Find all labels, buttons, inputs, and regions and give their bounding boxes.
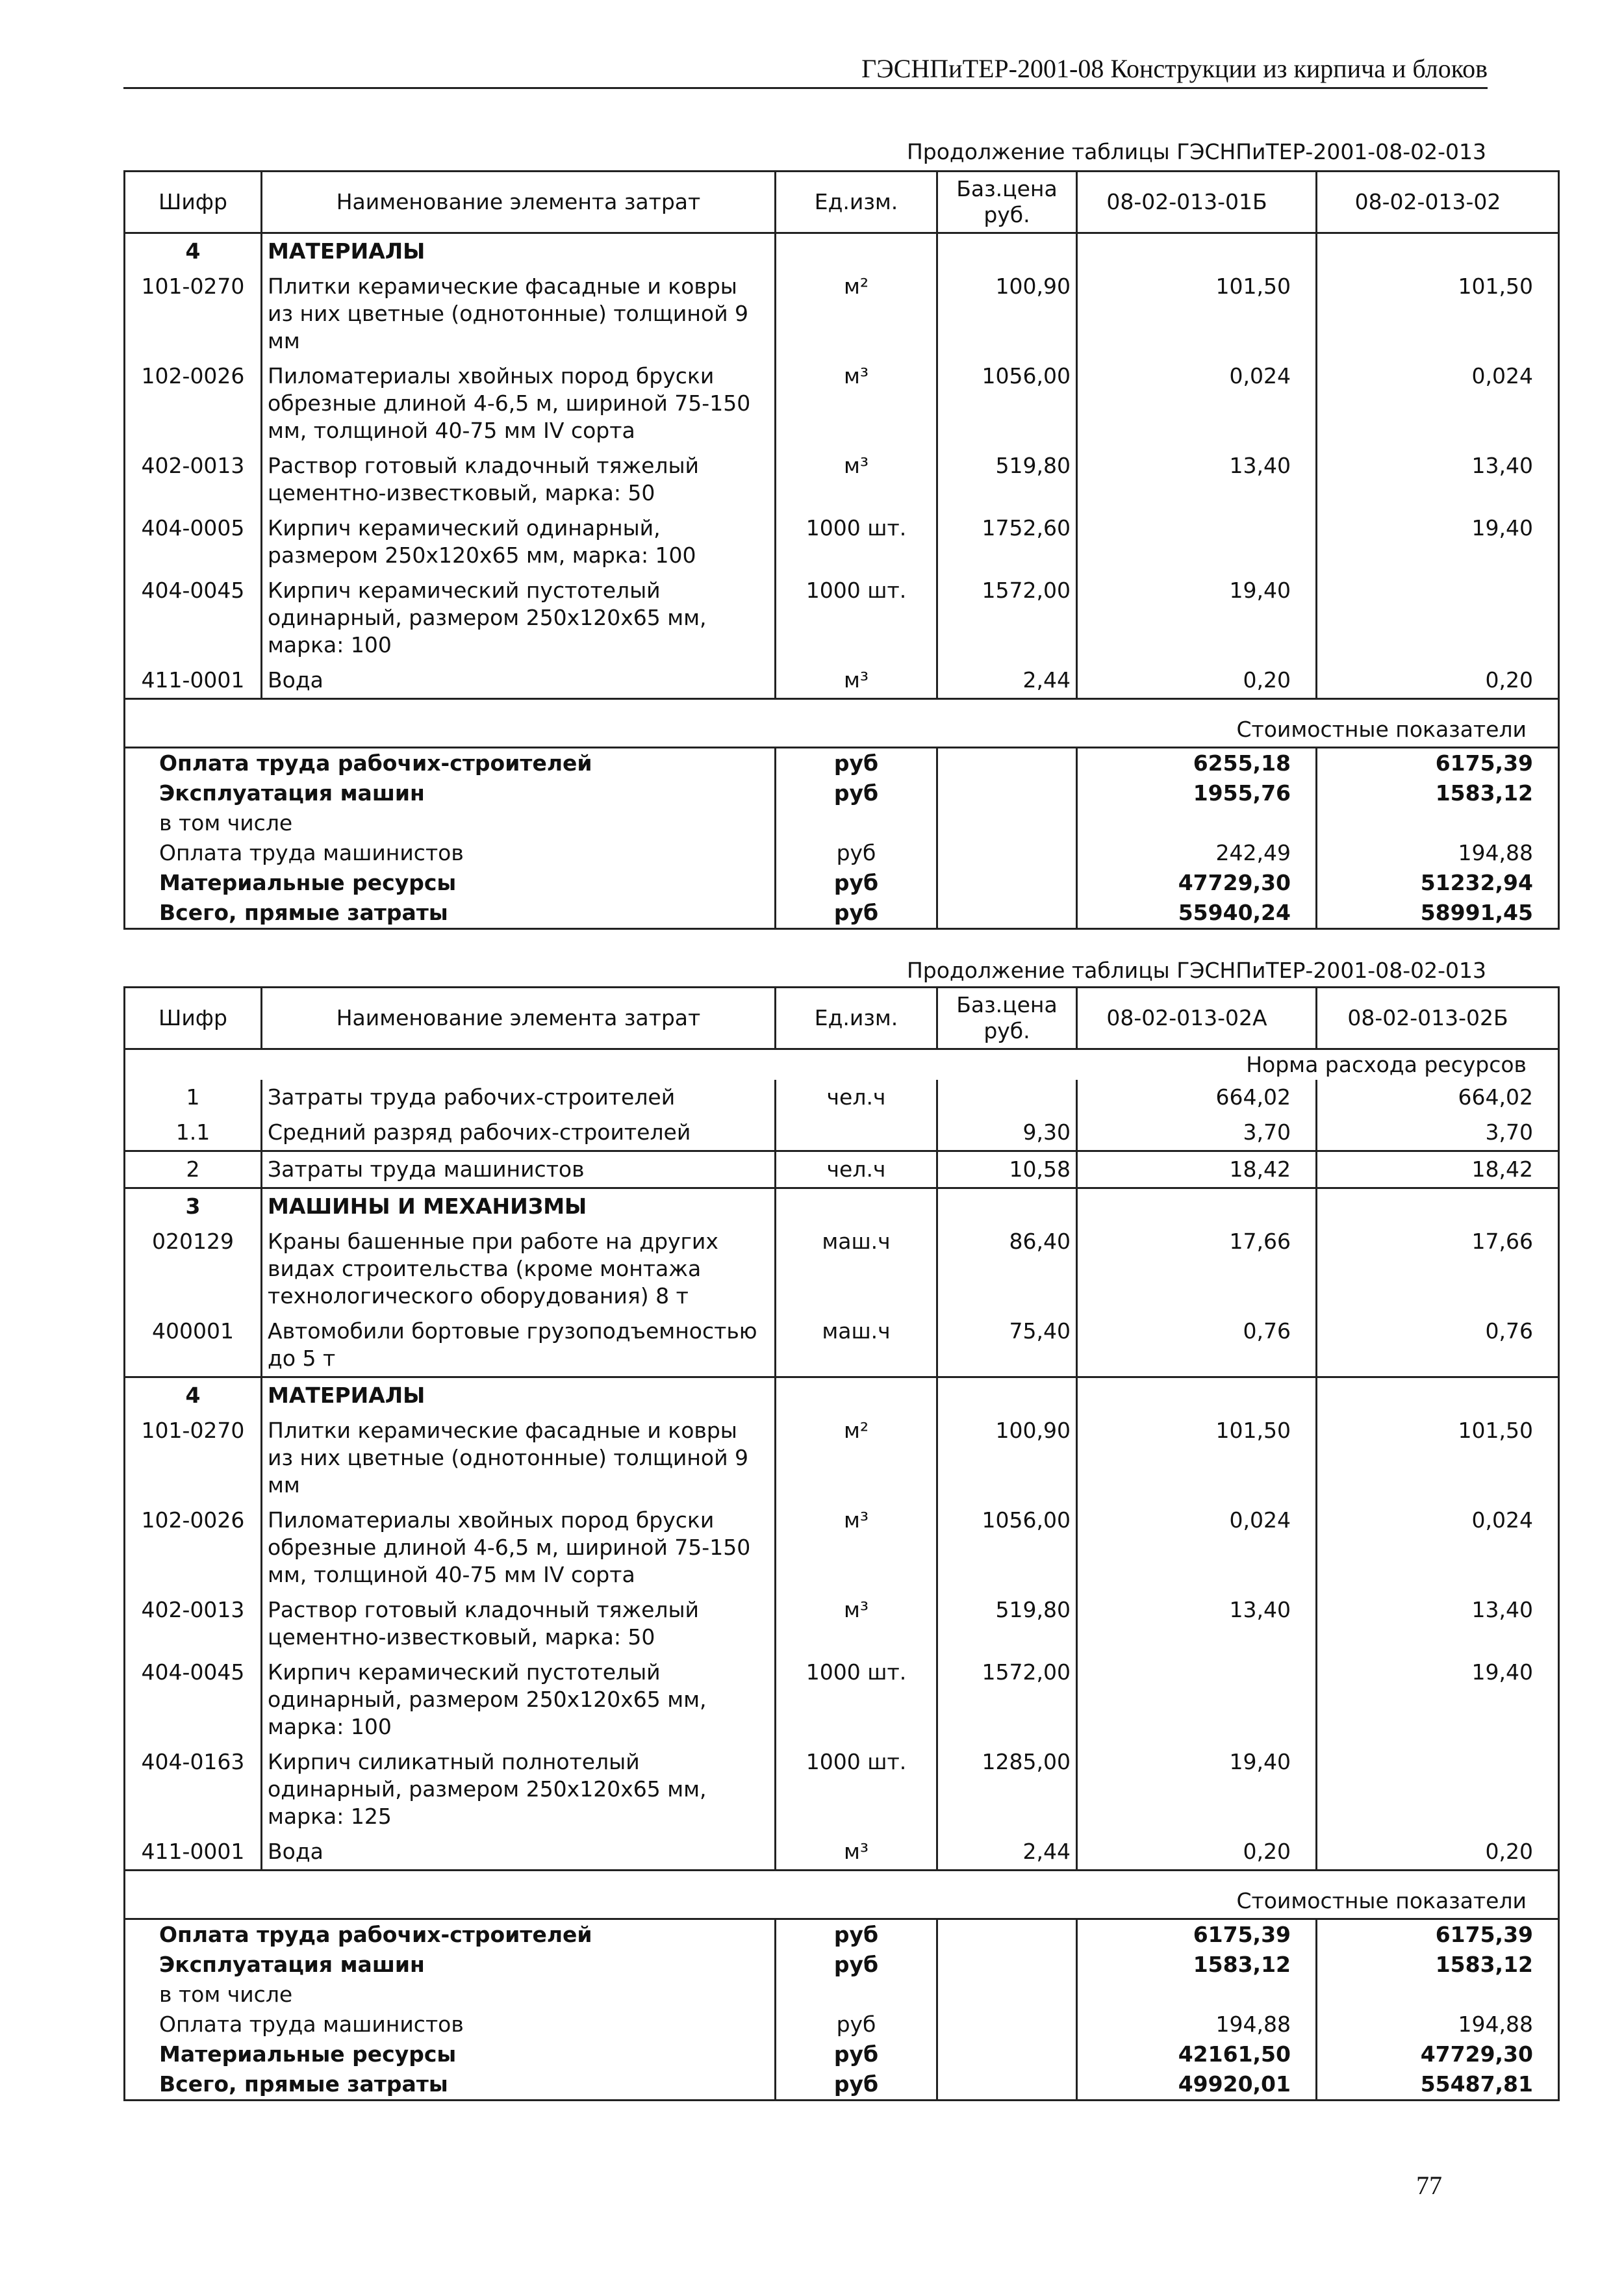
summary-row bbox=[125, 808, 1559, 838]
summary-row bbox=[125, 778, 1559, 808]
summary-unit bbox=[776, 1980, 937, 2010]
table-row bbox=[125, 448, 1559, 511]
cell-variant2 bbox=[1317, 233, 1559, 270]
cell-base-price: 2,44 bbox=[937, 663, 1077, 699]
cell-variant2: 19,40 bbox=[1317, 1655, 1559, 1744]
table-row bbox=[125, 359, 1559, 448]
table-row bbox=[125, 573, 1559, 663]
cell-variant1: 19,40 bbox=[1077, 573, 1317, 663]
summary-variant2: 1583,12 bbox=[1317, 778, 1559, 808]
cell-name: Кирпич керамический пустотелый одинарный, размером 250x120x65 мм, марка: 100 bbox=[262, 573, 776, 663]
col-variant2-header: 08-02-013-02 bbox=[1317, 172, 1559, 233]
cell-unit bbox=[776, 233, 937, 270]
cell-name: Кирпич керамический одинарный, размером 250x120x65 мм, марка: 100 bbox=[262, 511, 776, 573]
cell-variant1: 101,50 bbox=[1077, 1413, 1317, 1503]
summary-unit: руб bbox=[776, 2010, 937, 2039]
norm-section-row bbox=[125, 1049, 1559, 1080]
col-unit-header: Ед.изм. bbox=[776, 172, 937, 233]
summary-variant2: 194,88 bbox=[1317, 2010, 1559, 2039]
table-row bbox=[125, 1655, 1559, 1744]
table-row bbox=[125, 1314, 1559, 1377]
cell-unit: 1000 шт. bbox=[776, 1655, 937, 1744]
cell-base-price: 100,90 bbox=[937, 1413, 1077, 1503]
summary-variant2 bbox=[1317, 1980, 1559, 2010]
summary-price bbox=[937, 1980, 1077, 2010]
cell-variant2: 17,66 bbox=[1317, 1224, 1559, 1314]
cell-variant2: 0,76 bbox=[1317, 1314, 1559, 1377]
summary-label: Всего, прямые затраты bbox=[125, 898, 776, 929]
summary-variant1: 242,49 bbox=[1077, 838, 1317, 868]
cell-name: Кирпич силикатный полнотелый одинарный, размером 250x120x65 мм, марка: 125 bbox=[262, 1744, 776, 1834]
resource-table-1 bbox=[123, 170, 1560, 930]
cell-code: 404-0045 bbox=[125, 1655, 262, 1744]
cell-name: МАТЕРИАЛЫ bbox=[262, 233, 776, 270]
summary-variant2: 58991,45 bbox=[1317, 898, 1559, 929]
summary-unit: руб bbox=[776, 1919, 937, 1950]
cell-variant1: 17,66 bbox=[1077, 1224, 1317, 1314]
cell-base-price: 1056,00 bbox=[937, 1503, 1077, 1592]
summary-row bbox=[125, 838, 1559, 868]
summary-variant2: 6175,39 bbox=[1317, 1919, 1559, 1950]
cell-name: Кирпич керамический пустотелый одинарный, размером 250x120x65 мм, марка: 100 bbox=[262, 1655, 776, 1744]
cell-base-price: 1572,00 bbox=[937, 1655, 1077, 1744]
cell-unit bbox=[776, 1377, 937, 1414]
cell-unit bbox=[776, 1188, 937, 1225]
summary-row bbox=[125, 2069, 1559, 2101]
summary-variant2: 47729,30 bbox=[1317, 2039, 1559, 2069]
col-price-header: Баз.цена руб. bbox=[937, 172, 1077, 233]
table-row bbox=[125, 511, 1559, 573]
cell-unit: м³ bbox=[776, 663, 937, 699]
summary-variant1 bbox=[1077, 808, 1317, 838]
cell-code: 411-0001 bbox=[125, 1834, 262, 1871]
summary-row bbox=[125, 2039, 1559, 2069]
summary-variant2: 6175,39 bbox=[1317, 748, 1559, 779]
summary-price bbox=[937, 778, 1077, 808]
cell-code: 404-0005 bbox=[125, 511, 262, 573]
cell-variant2: 13,40 bbox=[1317, 1592, 1559, 1655]
cell-variant2 bbox=[1317, 1744, 1559, 1834]
summary-variant2: 1583,12 bbox=[1317, 1950, 1559, 1980]
cell-name: Средний разряд рабочих-строителей bbox=[262, 1115, 776, 1151]
summary-price bbox=[937, 1950, 1077, 1980]
cell-variant2: 0,20 bbox=[1317, 1834, 1559, 1871]
summary-variant2 bbox=[1317, 808, 1559, 838]
cell-code: 102-0026 bbox=[125, 1503, 262, 1592]
col-variant1-header: 08-02-013-02А bbox=[1077, 988, 1317, 1049]
summary-unit: руб bbox=[776, 2069, 937, 2101]
cell-code: 411-0001 bbox=[125, 663, 262, 699]
table-row bbox=[125, 663, 1559, 699]
cell-name: Вода bbox=[262, 663, 776, 699]
summary-variant1 bbox=[1077, 1980, 1317, 2010]
summary-price bbox=[937, 808, 1077, 838]
summary-price bbox=[937, 2039, 1077, 2069]
table2-continuation: Продолжение таблицы ГЭСНПиТЕР-2001-08-02-013 bbox=[906, 958, 1486, 983]
cell-base-price: 1056,00 bbox=[937, 359, 1077, 448]
summary-row bbox=[125, 868, 1559, 898]
summary-label: Оплата труда машинистов bbox=[125, 2010, 776, 2039]
summary-variant1: 49920,01 bbox=[1077, 2069, 1317, 2101]
summary-label: в том числе bbox=[125, 1980, 776, 2010]
summary-variant1: 55940,24 bbox=[1077, 898, 1317, 929]
summary-label: в том числе bbox=[125, 808, 776, 838]
table1-continuation: Продолжение таблицы ГЭСНПиТЕР-2001-08-02-013 bbox=[906, 139, 1486, 164]
cell-variant1 bbox=[1077, 233, 1317, 270]
cell-name: Раствор готовый кладочный тяжелый цементно-известковый, марка: 50 bbox=[262, 448, 776, 511]
cell-base-price: 519,80 bbox=[937, 1592, 1077, 1655]
summary-row bbox=[125, 1919, 1559, 1950]
cell-variant2 bbox=[1317, 1377, 1559, 1414]
cell-variant1: 0,024 bbox=[1077, 359, 1317, 448]
cell-unit bbox=[776, 1115, 937, 1151]
summary-row bbox=[125, 1980, 1559, 2010]
cell-variant2: 664,02 bbox=[1317, 1080, 1559, 1115]
table-row bbox=[125, 233, 1559, 270]
cell-code: 4 bbox=[125, 233, 262, 270]
col-unit-header: Ед.изм. bbox=[776, 988, 937, 1049]
summary-price bbox=[937, 2069, 1077, 2101]
summary-variant2: 55487,81 bbox=[1317, 2069, 1559, 2101]
cell-unit: 1000 шт. bbox=[776, 511, 937, 573]
summary-variant1: 6255,18 bbox=[1077, 748, 1317, 779]
norm-section-label: Норма расхода ресурсов bbox=[125, 1049, 1559, 1080]
summary-unit bbox=[776, 808, 937, 838]
cell-variant1 bbox=[1077, 511, 1317, 573]
cell-variant2: 13,40 bbox=[1317, 448, 1559, 511]
cost-section-label: Стоимостные показатели bbox=[125, 1871, 1559, 1919]
cell-variant1 bbox=[1077, 1188, 1317, 1225]
cell-variant1: 19,40 bbox=[1077, 1744, 1317, 1834]
cell-name: Затраты труда машинистов bbox=[262, 1151, 776, 1188]
cell-name: Пиломатериалы хвойных пород бруски обрезные длиной 4-6,5 м, шириной 75-150 мм, толщиной 40-75 мм IV сорта bbox=[262, 359, 776, 448]
cell-base-price bbox=[937, 1377, 1077, 1414]
cell-variant2: 101,50 bbox=[1317, 1413, 1559, 1503]
cell-code: 1.1 bbox=[125, 1115, 262, 1151]
table-row bbox=[125, 269, 1559, 359]
col-price-header: Баз.цена руб. bbox=[937, 988, 1077, 1049]
summary-row bbox=[125, 898, 1559, 929]
summary-unit: руб bbox=[776, 838, 937, 868]
summary-label: Материальные ресурсы bbox=[125, 2039, 776, 2069]
cell-code: 402-0013 bbox=[125, 1592, 262, 1655]
summary-row bbox=[125, 1950, 1559, 1980]
table-row bbox=[125, 1188, 1559, 1225]
summary-row bbox=[125, 2010, 1559, 2039]
col-variant2-header: 08-02-013-02Б bbox=[1317, 988, 1559, 1049]
cell-variant1: 0,20 bbox=[1077, 1834, 1317, 1871]
cell-variant1: 664,02 bbox=[1077, 1080, 1317, 1115]
table-row bbox=[125, 1834, 1559, 1871]
cell-name: МАШИНЫ И МЕХАНИЗМЫ bbox=[262, 1188, 776, 1225]
cell-code: 4 bbox=[125, 1377, 262, 1414]
summary-variant1: 1955,76 bbox=[1077, 778, 1317, 808]
cell-base-price: 100,90 bbox=[937, 269, 1077, 359]
cell-name: Краны башенные при работе на других видах строительства (кроме монтажа технологического оборудования) 8 т bbox=[262, 1224, 776, 1314]
summary-price bbox=[937, 748, 1077, 779]
table-row bbox=[125, 1080, 1559, 1115]
summary-variant1: 6175,39 bbox=[1077, 1919, 1317, 1950]
cell-variant2: 101,50 bbox=[1317, 269, 1559, 359]
cell-code: 101-0270 bbox=[125, 1413, 262, 1503]
cost-section-row bbox=[125, 699, 1559, 748]
table-row bbox=[125, 1744, 1559, 1834]
cell-name: Плитки керамические фасадные и ковры из них цветные (однотонные) толщиной 9 мм bbox=[262, 1413, 776, 1503]
cell-name: Вода bbox=[262, 1834, 776, 1871]
summary-variant1: 194,88 bbox=[1077, 2010, 1317, 2039]
cell-variant2 bbox=[1317, 573, 1559, 663]
table-row bbox=[125, 1592, 1559, 1655]
cell-name: Плитки керамические фасадные и ковры из них цветные (однотонные) толщиной 9 мм bbox=[262, 269, 776, 359]
cell-variant1: 3,70 bbox=[1077, 1115, 1317, 1151]
cell-code: 101-0270 bbox=[125, 269, 262, 359]
cell-base-price: 9,30 bbox=[937, 1115, 1077, 1151]
cell-unit: м³ bbox=[776, 448, 937, 511]
summary-variant1: 47729,30 bbox=[1077, 868, 1317, 898]
cell-variant1 bbox=[1077, 1655, 1317, 1744]
cell-code: 400001 bbox=[125, 1314, 262, 1377]
cell-unit: м² bbox=[776, 1413, 937, 1503]
cell-unit: м³ bbox=[776, 359, 937, 448]
cell-variant1: 13,40 bbox=[1077, 448, 1317, 511]
cell-code: 3 bbox=[125, 1188, 262, 1225]
cell-variant2 bbox=[1317, 1188, 1559, 1225]
cost-section-row bbox=[125, 1871, 1559, 1919]
cell-base-price: 86,40 bbox=[937, 1224, 1077, 1314]
cell-base-price bbox=[937, 233, 1077, 270]
cell-code: 402-0013 bbox=[125, 448, 262, 511]
cell-base-price: 1752,60 bbox=[937, 511, 1077, 573]
summary-price bbox=[937, 868, 1077, 898]
table-row bbox=[125, 1115, 1559, 1151]
cell-variant1: 0,76 bbox=[1077, 1314, 1317, 1377]
cell-variant2: 19,40 bbox=[1317, 511, 1559, 573]
cell-unit: м³ bbox=[776, 1834, 937, 1871]
cell-base-price: 2,44 bbox=[937, 1834, 1077, 1871]
cell-variant2: 0,20 bbox=[1317, 663, 1559, 699]
cell-variant1: 0,024 bbox=[1077, 1503, 1317, 1592]
cell-base-price: 1572,00 bbox=[937, 573, 1077, 663]
table-row bbox=[125, 1151, 1559, 1188]
summary-label: Материальные ресурсы bbox=[125, 868, 776, 898]
summary-row bbox=[125, 748, 1559, 779]
col-code-header: Шифр bbox=[125, 172, 262, 233]
summary-unit: руб bbox=[776, 748, 937, 779]
summary-unit: руб bbox=[776, 778, 937, 808]
cell-code: 1 bbox=[125, 1080, 262, 1115]
cell-name: Затраты труда рабочих-строителей bbox=[262, 1080, 776, 1115]
table1-header-row bbox=[125, 172, 1559, 233]
resource-table-2 bbox=[123, 986, 1560, 2101]
cell-base-price bbox=[937, 1080, 1077, 1115]
summary-unit: руб bbox=[776, 1950, 937, 1980]
summary-variant2: 51232,94 bbox=[1317, 868, 1559, 898]
cell-code: 404-0045 bbox=[125, 573, 262, 663]
cell-base-price: 1285,00 bbox=[937, 1744, 1077, 1834]
cell-unit: чел.ч bbox=[776, 1080, 937, 1115]
summary-unit: руб bbox=[776, 2039, 937, 2069]
table2-header-row bbox=[125, 988, 1559, 1049]
cell-base-price: 519,80 bbox=[937, 448, 1077, 511]
cell-variant1: 101,50 bbox=[1077, 269, 1317, 359]
cell-unit: м³ bbox=[776, 1503, 937, 1592]
cell-unit: маш.ч bbox=[776, 1314, 937, 1377]
summary-price bbox=[937, 898, 1077, 929]
col-name-header: Наименование элемента затрат bbox=[262, 988, 776, 1049]
cell-unit: 1000 шт. bbox=[776, 1744, 937, 1834]
summary-label: Оплата труда рабочих-строителей bbox=[125, 748, 776, 779]
cell-code: 2 bbox=[125, 1151, 262, 1188]
cell-name: Автомобили бортовые грузоподъемностью до 5 т bbox=[262, 1314, 776, 1377]
cell-variant1 bbox=[1077, 1377, 1317, 1414]
table-row bbox=[125, 1377, 1559, 1414]
table-row bbox=[125, 1503, 1559, 1592]
summary-label: Эксплуатация машин bbox=[125, 778, 776, 808]
col-name-header: Наименование элемента затрат bbox=[262, 172, 776, 233]
cost-section-label: Стоимостные показатели bbox=[125, 699, 1559, 748]
cell-unit: маш.ч bbox=[776, 1224, 937, 1314]
summary-variant1: 1583,12 bbox=[1077, 1950, 1317, 1980]
table-row bbox=[125, 1413, 1559, 1503]
summary-label: Оплата труда машинистов bbox=[125, 838, 776, 868]
cell-code: 020129 bbox=[125, 1224, 262, 1314]
summary-variant1: 42161,50 bbox=[1077, 2039, 1317, 2069]
summary-label: Оплата труда рабочих-строителей bbox=[125, 1919, 776, 1950]
cell-unit: м³ bbox=[776, 1592, 937, 1655]
table-row bbox=[125, 1224, 1559, 1314]
col-code-header: Шифр bbox=[125, 988, 262, 1049]
cell-variant2: 3,70 bbox=[1317, 1115, 1559, 1151]
summary-price bbox=[937, 838, 1077, 868]
cell-variant1: 13,40 bbox=[1077, 1592, 1317, 1655]
cell-name: МАТЕРИАЛЫ bbox=[262, 1377, 776, 1414]
summary-variant2: 194,88 bbox=[1317, 838, 1559, 868]
summary-price bbox=[937, 1919, 1077, 1950]
cell-name: Пиломатериалы хвойных пород бруски обрезные длиной 4-6,5 м, шириной 75-150 мм, толщиной 40-75 мм IV сорта bbox=[262, 1503, 776, 1592]
cell-code: 102-0026 bbox=[125, 359, 262, 448]
cell-code: 404-0163 bbox=[125, 1744, 262, 1834]
page-number: 77 bbox=[1416, 2171, 1442, 2200]
cell-variant1: 0,20 bbox=[1077, 663, 1317, 699]
cell-base-price bbox=[937, 1188, 1077, 1225]
summary-price bbox=[937, 2010, 1077, 2039]
cell-name: Раствор готовый кладочный тяжелый цементно-известковый, марка: 50 bbox=[262, 1592, 776, 1655]
cell-variant2: 18,42 bbox=[1317, 1151, 1559, 1188]
cell-variant2: 0,024 bbox=[1317, 359, 1559, 448]
summary-unit: руб bbox=[776, 898, 937, 929]
cell-unit: чел.ч bbox=[776, 1151, 937, 1188]
cell-unit: м² bbox=[776, 269, 937, 359]
cell-unit: 1000 шт. bbox=[776, 573, 937, 663]
summary-label: Эксплуатация машин bbox=[125, 1950, 776, 1980]
cell-base-price: 10,58 bbox=[937, 1151, 1077, 1188]
cell-variant2: 0,024 bbox=[1317, 1503, 1559, 1592]
summary-unit: руб bbox=[776, 868, 937, 898]
col-variant1-header: 08-02-013-01Б bbox=[1077, 172, 1317, 233]
cell-base-price: 75,40 bbox=[937, 1314, 1077, 1377]
summary-label: Всего, прямые затраты bbox=[125, 2069, 776, 2101]
running-header: ГЭСНПиТЕР-2001-08 Конструкции из кирпича и блоков bbox=[123, 51, 1488, 89]
cell-variant1: 18,42 bbox=[1077, 1151, 1317, 1188]
